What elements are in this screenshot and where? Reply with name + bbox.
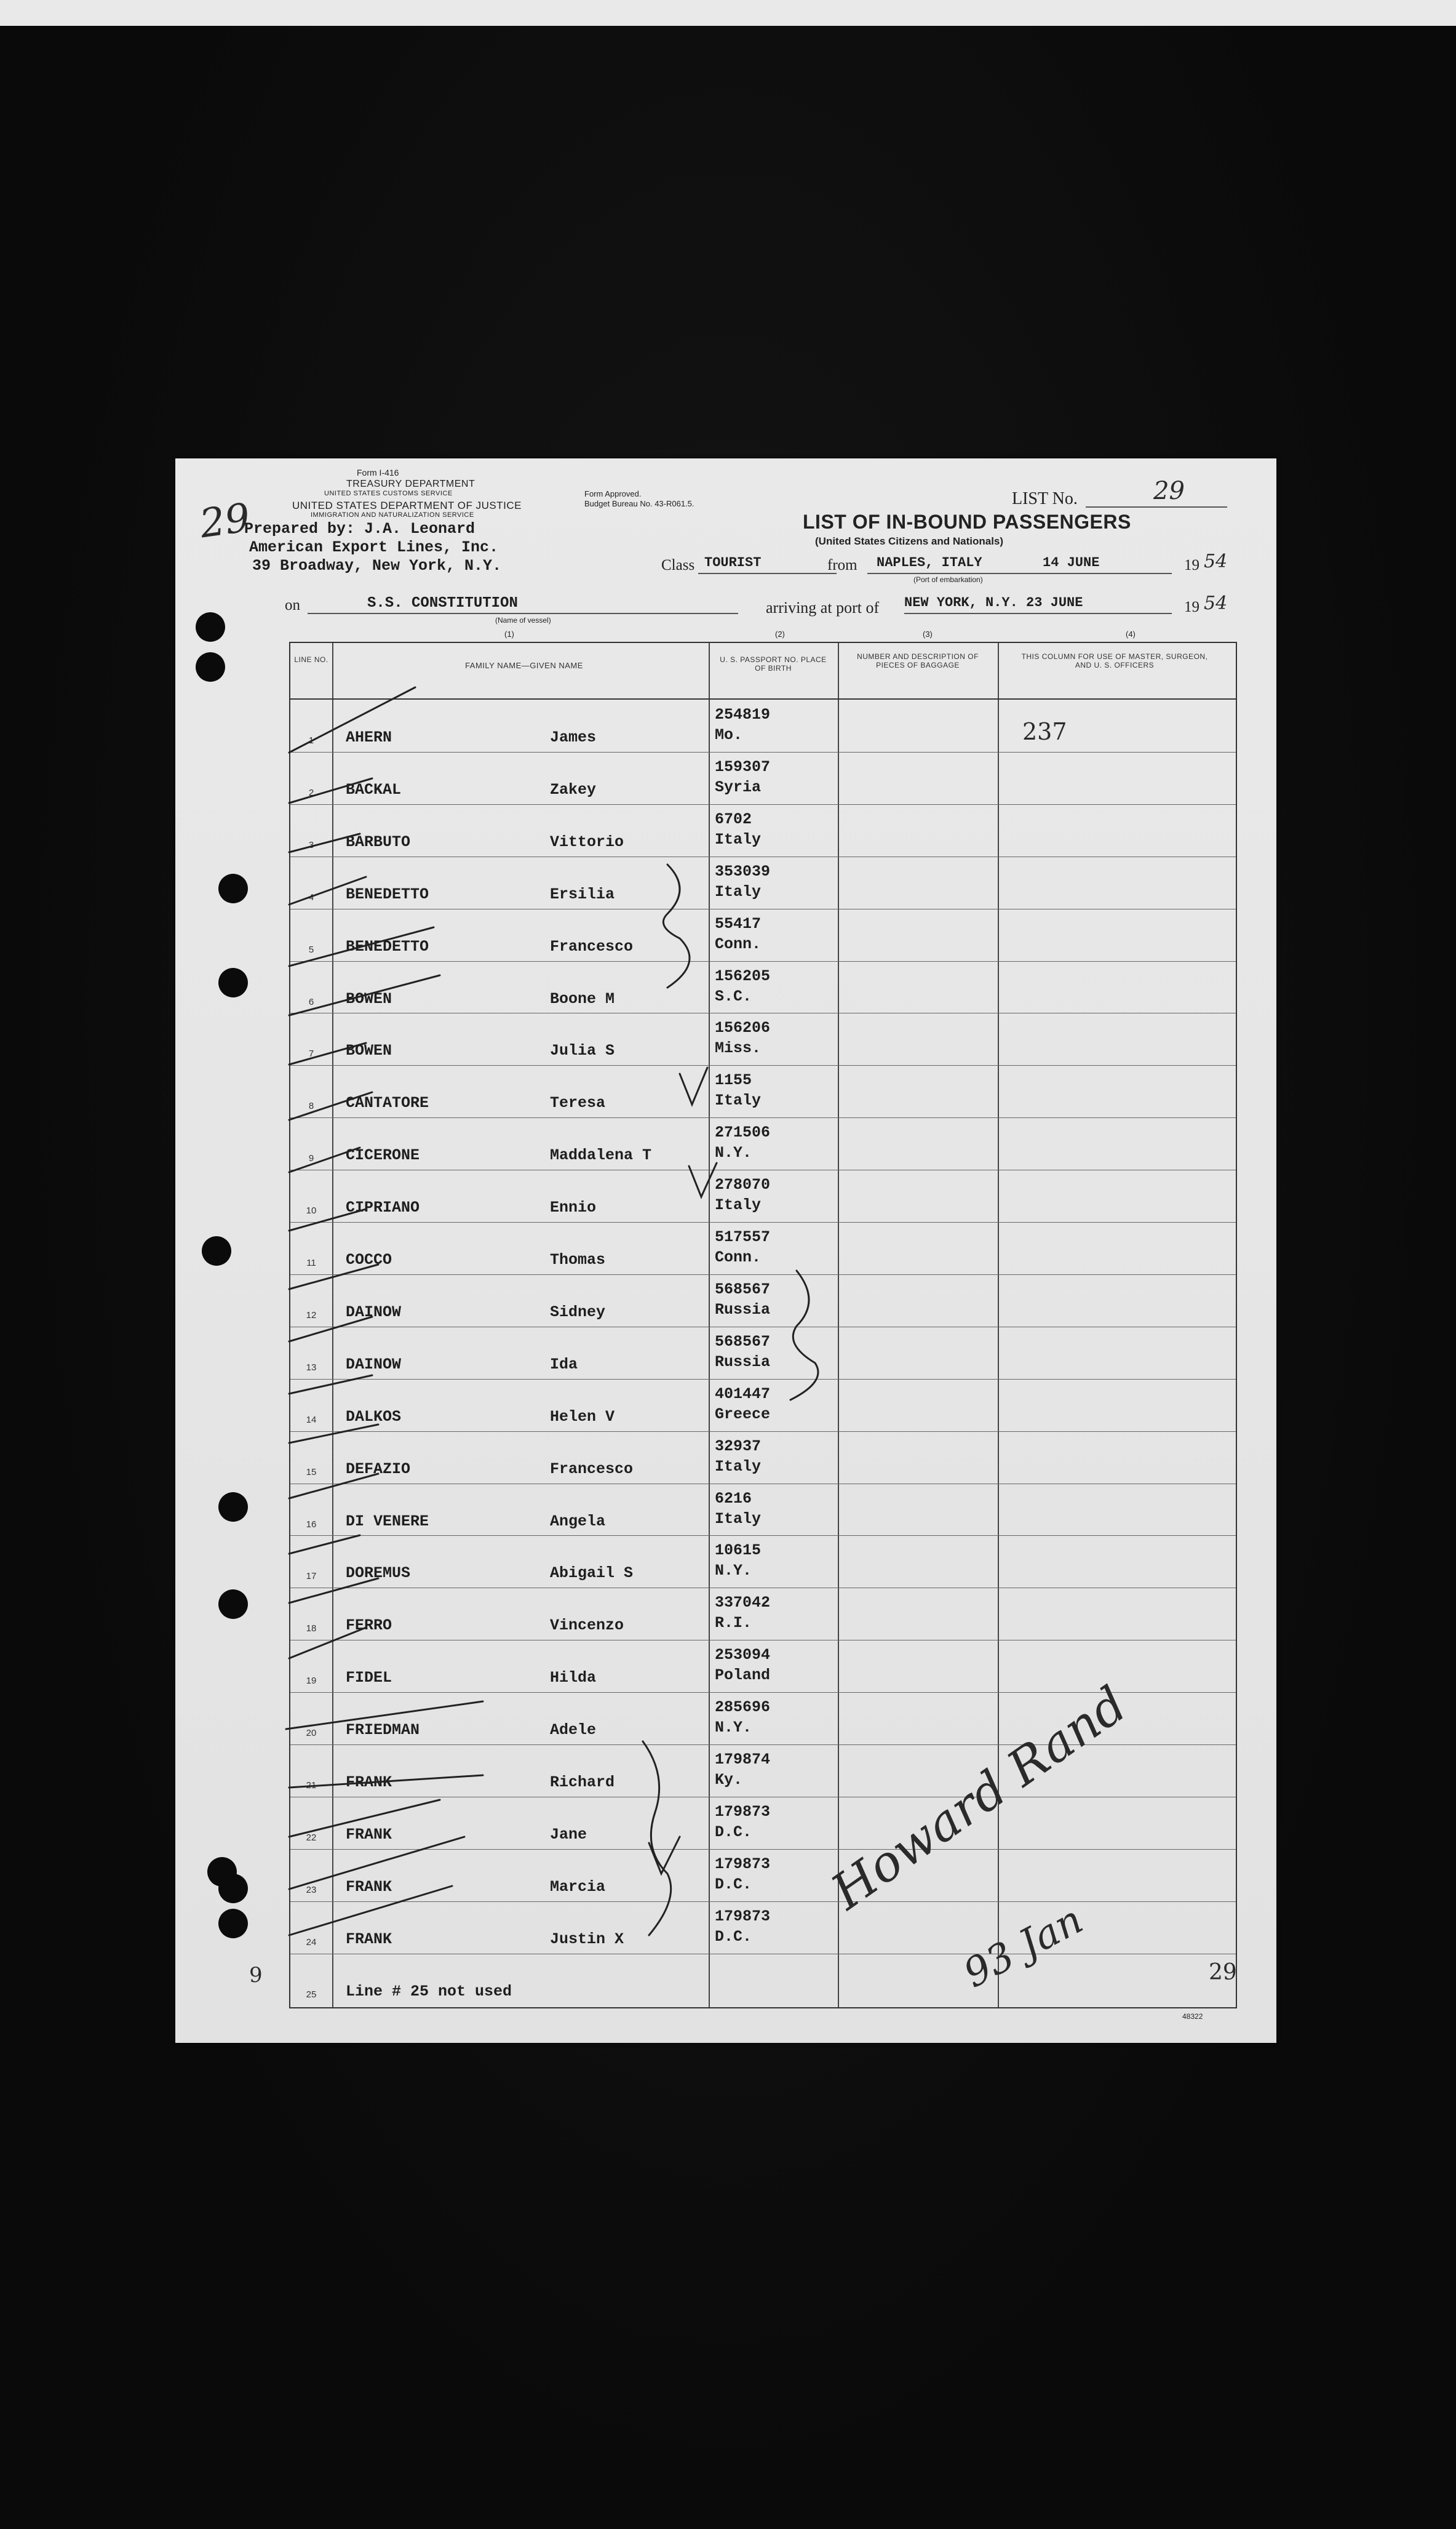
place-of-birth: D.C. (715, 1823, 752, 1841)
line-number: 24 (306, 1936, 317, 1948)
immigration-service: IMMIGRATION AND NATURALIZATION SERVICE (311, 511, 474, 519)
family-name: BENEDETTO (346, 937, 429, 956)
vessel-name: S.S. CONSTITUTION (367, 595, 518, 612)
arrival-year: 54 (1204, 593, 1228, 614)
given-name: Thomas (550, 1251, 606, 1269)
on-label: on (285, 597, 300, 613)
passport-number: 401447 (715, 1384, 771, 1403)
passport-number: 254819 (715, 706, 771, 724)
vessel-caption: (Name of vessel) (495, 616, 551, 625)
place-of-birth: D.C. (715, 1927, 752, 1946)
line-number: 7 (308, 1049, 314, 1060)
place-of-birth: Italy (715, 1196, 762, 1215)
arrival-port-date: NEW YORK, N.Y. 23 JUNE (904, 595, 1083, 610)
column-number-2: (2) (775, 629, 785, 639)
form-code: 48322 (1182, 2012, 1203, 2021)
family-name: FERRO (346, 1616, 392, 1635)
family-name: DAINOW (346, 1355, 402, 1373)
line-number: 8 (308, 1101, 314, 1112)
passport-number: 55417 (715, 914, 762, 933)
signature-date: 93 Jan (957, 1896, 1091, 1997)
given-name: Julia S (550, 1042, 615, 1060)
passport-number: 6216 (715, 1489, 752, 1508)
place-of-birth: Italy (715, 1092, 762, 1110)
line-number: 12 (306, 1309, 317, 1320)
family-name: DOREMUS (346, 1564, 411, 1583)
place-of-birth: S.C. (715, 987, 752, 1005)
passenger-manifest-sheet (175, 458, 1276, 2043)
manifest-title: LIST OF IN-BOUND PASSENGERS (803, 511, 1131, 533)
given-name: Helen V (550, 1407, 615, 1426)
shipping-line-address: 39 Broadway, New York, N.Y. (252, 557, 502, 575)
line-number: 3 (308, 839, 314, 850)
departure-year: 54 (1204, 551, 1228, 572)
passport-number: 568567 (715, 1280, 771, 1298)
line-number: 4 (308, 892, 314, 903)
given-name: Teresa (550, 1094, 606, 1113)
col-header-line-no: LINE NO. (294, 655, 328, 664)
corner-list-number: 29 (1209, 1960, 1237, 1985)
signature: Howard Rand (821, 1675, 1137, 1921)
family-name: BARBUTO (346, 833, 411, 851)
family-name: DEFAZIO (346, 1460, 411, 1478)
passport-number: 179873 (715, 1855, 771, 1873)
passport-number: 353039 (715, 862, 771, 881)
manifest-subtitle: (United States Citizens and Nationals) (815, 535, 1004, 547)
arriving-label: arriving at port of (766, 599, 880, 617)
place-of-birth: R.I. (715, 1614, 752, 1632)
line-number: 1 (308, 735, 314, 746)
family-name: COCCO (346, 1251, 392, 1269)
form-number: Form I-416 (357, 468, 399, 477)
place-of-birth: N.Y. (715, 1719, 752, 1737)
passport-number: 253094 (715, 1646, 771, 1664)
place-of-birth: Russia (715, 1352, 771, 1371)
family-name: FRANK (346, 1825, 392, 1844)
list-number-value: 29 (1153, 477, 1185, 505)
line-number: 15 (306, 1466, 317, 1477)
place-of-birth: Conn. (715, 935, 762, 953)
place-of-birth: Syria (715, 778, 762, 796)
given-name: Hilda (550, 1669, 597, 1687)
passport-number: 10615 (715, 1541, 762, 1560)
passport-number: 179874 (715, 1751, 771, 1768)
port-of-embarkation-caption: (Port of embarkation) (913, 575, 983, 584)
given-name: Ida (550, 1355, 578, 1373)
place-of-birth: Ky. (715, 1771, 743, 1789)
line-number: 23 (306, 1884, 317, 1895)
class-value: TOURIST (704, 555, 762, 570)
line-number: 10 (306, 1205, 317, 1217)
place-of-birth: Poland (715, 1666, 771, 1685)
line-number: 18 (306, 1623, 317, 1634)
class-label: Class (661, 557, 695, 573)
column-number-3: (3) (923, 629, 933, 639)
line-number: 17 (306, 1571, 317, 1582)
col-header-officers: THIS COLUMN FOR USE OF MASTER, SURGEON, AND U. S. OFFICERS (1021, 652, 1208, 669)
family-name: CICERONE (346, 1146, 420, 1165)
from-label: from (827, 557, 857, 573)
passport-number: 278070 (715, 1176, 771, 1194)
family-name: BOWEN (346, 1042, 392, 1060)
place-of-birth: Russia (715, 1300, 771, 1319)
given-name: Boone M (550, 989, 615, 1008)
family-name: DALKOS (346, 1407, 402, 1426)
family-name: DAINOW (346, 1303, 402, 1321)
treasury-department: TREASURY DEPARTMENT (346, 479, 475, 489)
passport-number: 568567 (715, 1332, 771, 1351)
line-number: 2 (308, 787, 314, 798)
place-of-birth: Mo. (715, 726, 743, 744)
family-name: CIPRIANO (346, 1199, 420, 1217)
place-of-birth: Italy (715, 1457, 762, 1476)
passport-number: 6702 (715, 810, 752, 828)
line-number: 20 (306, 1728, 317, 1739)
passport-number: 271506 (715, 1124, 771, 1142)
given-name: Justin X (550, 1930, 624, 1948)
line-number: 11 (306, 1258, 316, 1268)
customs-service: UNITED STATES CUSTOMS SERVICE (324, 490, 453, 497)
place-of-birth: D.C. (715, 1875, 752, 1893)
given-name: Richard (550, 1773, 615, 1791)
passport-number: 517557 (715, 1228, 771, 1246)
given-name: Marcia (550, 1877, 606, 1896)
passport-number: 179873 (715, 1907, 771, 1925)
family-name: Line # 25 not used (346, 1982, 512, 2000)
family-name: CANTATORE (346, 1094, 429, 1113)
family-name: AHERN (346, 729, 392, 746)
line-number: 6 (308, 996, 314, 1007)
col-header-passport: U. S. PASSPORT NO. PLACE OF BIRTH (720, 655, 827, 673)
given-name: Francesco (550, 1460, 634, 1478)
passport-number: 285696 (715, 1698, 771, 1717)
column-number-1: (1) (504, 629, 514, 639)
given-name: Angela (550, 1512, 606, 1530)
line-number: 16 (306, 1519, 317, 1530)
line-number: 14 (306, 1414, 317, 1425)
place-of-birth: Miss. (715, 1039, 762, 1058)
place-of-birth: N.Y. (715, 1562, 752, 1580)
family-name: FRANK (346, 1773, 392, 1791)
given-name: Ersilia (550, 885, 615, 903)
column-number-4: (4) (1126, 629, 1136, 639)
given-name: Sidney (550, 1303, 606, 1321)
family-name: BENEDETTO (346, 885, 429, 903)
form-approved: Form Approved. (584, 489, 642, 498)
given-name: Abigail S (550, 1564, 634, 1583)
family-name: FRIEDMAN (346, 1721, 420, 1740)
col-header-baggage: NUMBER AND DESCRIPTION OF PIECES OF BAGGAGE (857, 652, 979, 669)
top-edge-band (0, 0, 1456, 26)
given-name: Jane (550, 1825, 587, 1844)
department-of-justice: UNITED STATES DEPARTMENT OF JUSTICE (292, 500, 522, 511)
place-of-birth: Italy (715, 1509, 762, 1528)
family-name: FRANK (346, 1930, 392, 1948)
given-name: Zakey (550, 780, 597, 799)
bottom-left-mark: 9 (249, 1963, 263, 1988)
line-number: 25 (306, 1989, 317, 2000)
passport-number: 179873 (715, 1802, 771, 1821)
family-name: FRANK (346, 1877, 392, 1896)
given-name: Francesco (550, 937, 634, 956)
passport-number: 32937 (715, 1437, 762, 1455)
line-number: 9 (308, 1153, 314, 1164)
given-name: Adele (550, 1721, 597, 1740)
given-name: Vincenzo (550, 1616, 624, 1635)
budget-bureau: Budget Bureau No. 43-R061.5. (584, 499, 694, 508)
line-number: 5 (308, 944, 314, 955)
embarkation-date: 14 JUNE (1043, 555, 1100, 570)
margin-handwritten-number: 29 (197, 495, 253, 548)
col-header-name: FAMILY NAME—GIVEN NAME (465, 661, 583, 670)
passport-number: 156205 (715, 967, 771, 985)
line-number: 22 (306, 1832, 317, 1843)
embarkation-port: NAPLES, ITALY (877, 555, 982, 570)
line-number: 19 (306, 1676, 317, 1687)
list-number-label: LIST No. (1012, 489, 1078, 508)
place-of-birth: Conn. (715, 1249, 762, 1266)
pen-strokes (175, 458, 1276, 2043)
year-prefix-2: 19 (1184, 599, 1199, 615)
passport-number: 159307 (715, 757, 771, 776)
line-number: 13 (306, 1362, 317, 1373)
place-of-birth: N.Y. (715, 1144, 752, 1162)
family-name: BOWEN (346, 989, 392, 1008)
given-name: Ennio (550, 1199, 597, 1217)
shipping-line: American Export Lines, Inc. (249, 538, 499, 556)
given-name: Maddalena T (550, 1146, 652, 1165)
line-number: 21 (306, 1780, 317, 1791)
passport-number: 337042 (715, 1594, 771, 1612)
passport-number: 1155 (715, 1071, 752, 1090)
place-of-birth: Greece (715, 1405, 771, 1423)
family-name: DI VENERE (346, 1512, 429, 1530)
year-prefix: 19 (1184, 557, 1199, 573)
given-name: James (550, 729, 597, 746)
passport-number: 156206 (715, 1019, 771, 1037)
given-name: Vittorio (550, 833, 624, 851)
prepared-by: Prepared by: J.A. Leonard (244, 520, 475, 538)
family-name: BACKAL (346, 780, 402, 799)
officer-note: 237 (1022, 718, 1067, 745)
place-of-birth: Italy (715, 882, 762, 901)
family-name: FIDEL (346, 1669, 392, 1687)
place-of-birth: Italy (715, 830, 762, 849)
